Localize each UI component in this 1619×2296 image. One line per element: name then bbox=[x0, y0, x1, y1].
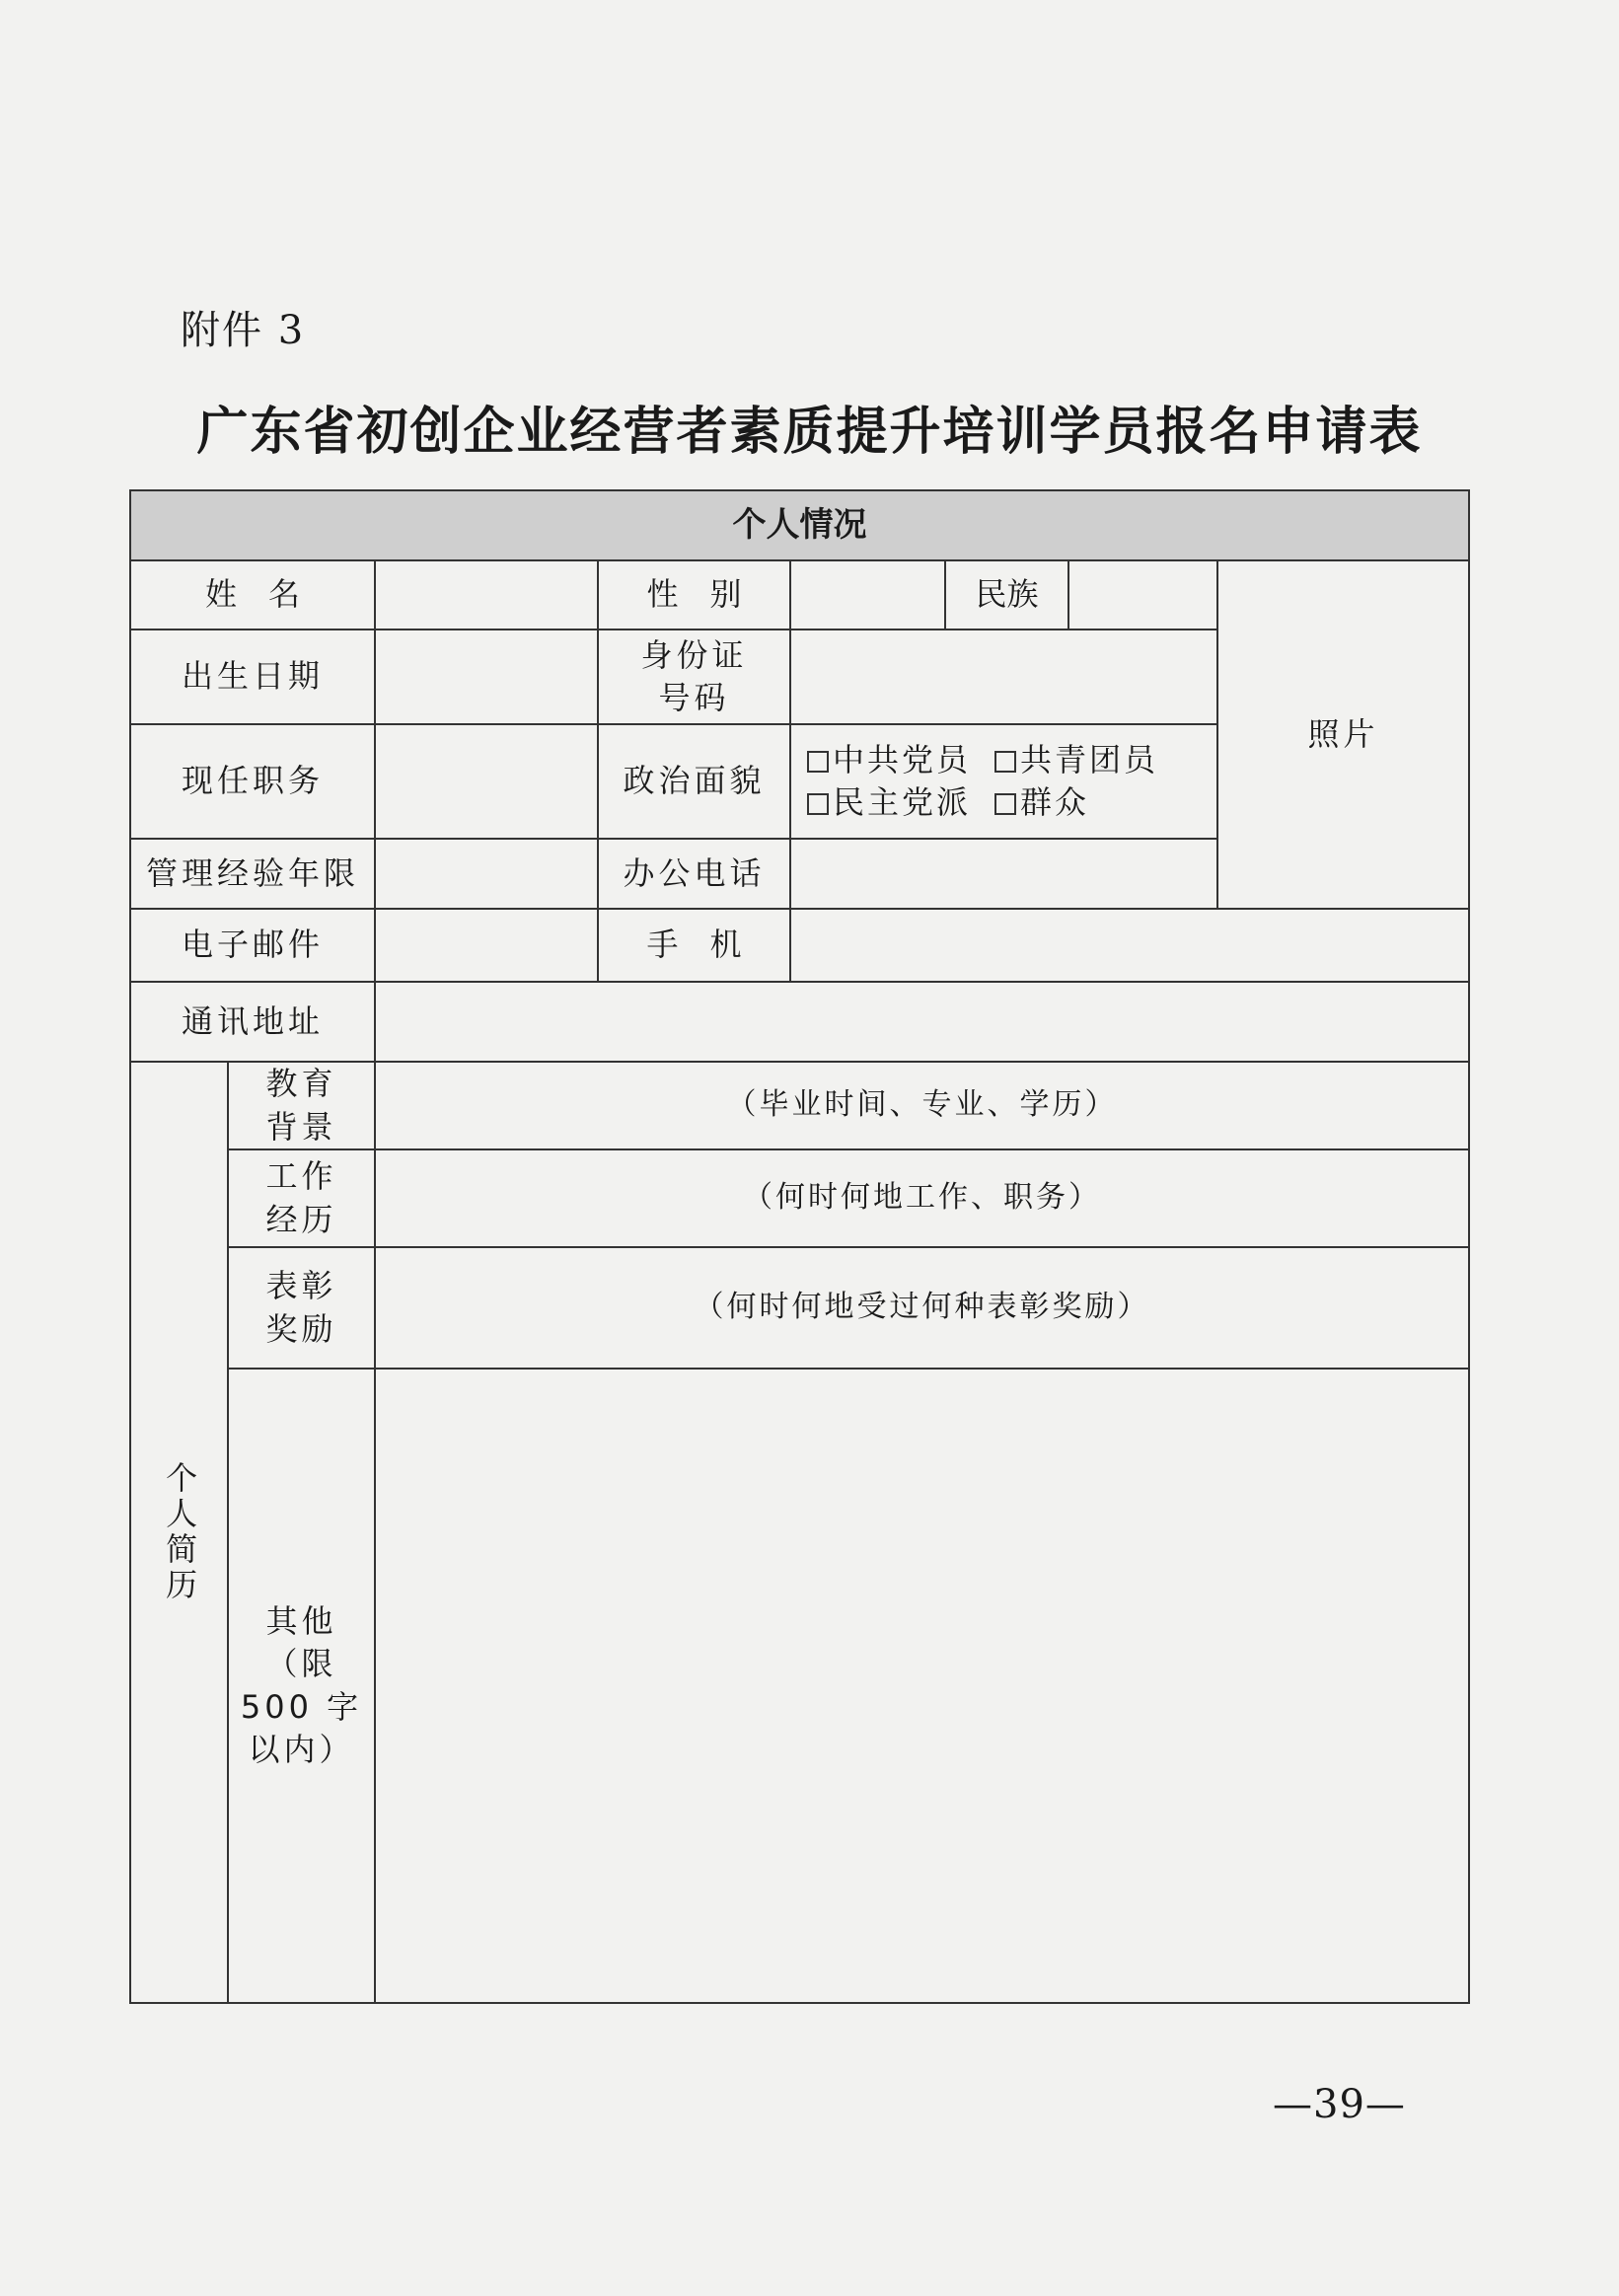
gender-label: 性 别 bbox=[599, 561, 791, 630]
checkbox-icon[interactable] bbox=[994, 793, 1016, 815]
checkbox-icon[interactable] bbox=[807, 793, 829, 815]
address-input[interactable] bbox=[376, 983, 1468, 1063]
mobile-input[interactable] bbox=[791, 910, 1468, 983]
other-label: 其他 （限 500 字 以内） bbox=[229, 1370, 376, 2002]
option-league-member[interactable]: 共青团员 bbox=[994, 739, 1158, 781]
name-input[interactable] bbox=[376, 561, 599, 630]
other-input[interactable] bbox=[376, 1370, 1468, 2002]
checkbox-icon[interactable] bbox=[807, 751, 829, 773]
resume-label: 个人简历 bbox=[131, 1063, 229, 2002]
awards-input[interactable]: （何时何地受过何种表彰奖励） bbox=[376, 1248, 1468, 1370]
mobile-label: 手 机 bbox=[599, 910, 791, 983]
political-status-options bbox=[791, 725, 1218, 840]
management-years-input[interactable] bbox=[376, 840, 599, 910]
current-position-input[interactable] bbox=[376, 725, 599, 840]
political-status-label: 政治面貌 bbox=[599, 725, 791, 840]
ethnicity-label: 民族 bbox=[946, 561, 1069, 630]
option-masses[interactable]: 群众 bbox=[994, 781, 1089, 824]
education-label: 教育 背景 bbox=[229, 1063, 376, 1150]
form-title: 广东省初创企业经营者素质提升培训学员报名申请表 bbox=[196, 403, 1423, 462]
attachment-label: 附件 3 bbox=[181, 308, 306, 353]
option-party-member[interactable]: 中共党员 bbox=[807, 739, 971, 781]
name-label: 姓 名 bbox=[131, 561, 376, 630]
office-phone-label: 办公电话 bbox=[599, 840, 791, 910]
work-label: 工作 经历 bbox=[229, 1150, 376, 1248]
education-input[interactable]: （毕业时间、专业、学历） bbox=[376, 1063, 1468, 1150]
birth-date-input[interactable] bbox=[376, 630, 599, 725]
checkbox-icon[interactable] bbox=[994, 751, 1016, 773]
management-years-label: 管理经验年限 bbox=[131, 840, 376, 910]
id-number-label: 身份证 号码 bbox=[599, 630, 791, 725]
page-number: —39— bbox=[1273, 2082, 1406, 2127]
birth-date-label: 出生日期 bbox=[131, 630, 376, 725]
email-label: 电子邮件 bbox=[131, 910, 376, 983]
work-input[interactable]: （何时何地工作、职务） bbox=[376, 1150, 1468, 1248]
ethnicity-input[interactable] bbox=[1069, 561, 1218, 630]
gender-input[interactable] bbox=[791, 561, 946, 630]
application-form bbox=[129, 489, 1470, 2004]
awards-label: 表彰 奖励 bbox=[229, 1248, 376, 1370]
address-label: 通讯地址 bbox=[131, 983, 376, 1063]
option-democratic-party[interactable]: 民主党派 bbox=[807, 781, 971, 824]
office-phone-input[interactable] bbox=[791, 840, 1218, 910]
section-header-personal: 个人情况 bbox=[131, 491, 1468, 561]
email-input[interactable] bbox=[376, 910, 599, 983]
id-number-input[interactable] bbox=[791, 630, 1218, 725]
current-position-label: 现任职务 bbox=[131, 725, 376, 840]
photo-area[interactable]: 照片 bbox=[1218, 561, 1468, 910]
